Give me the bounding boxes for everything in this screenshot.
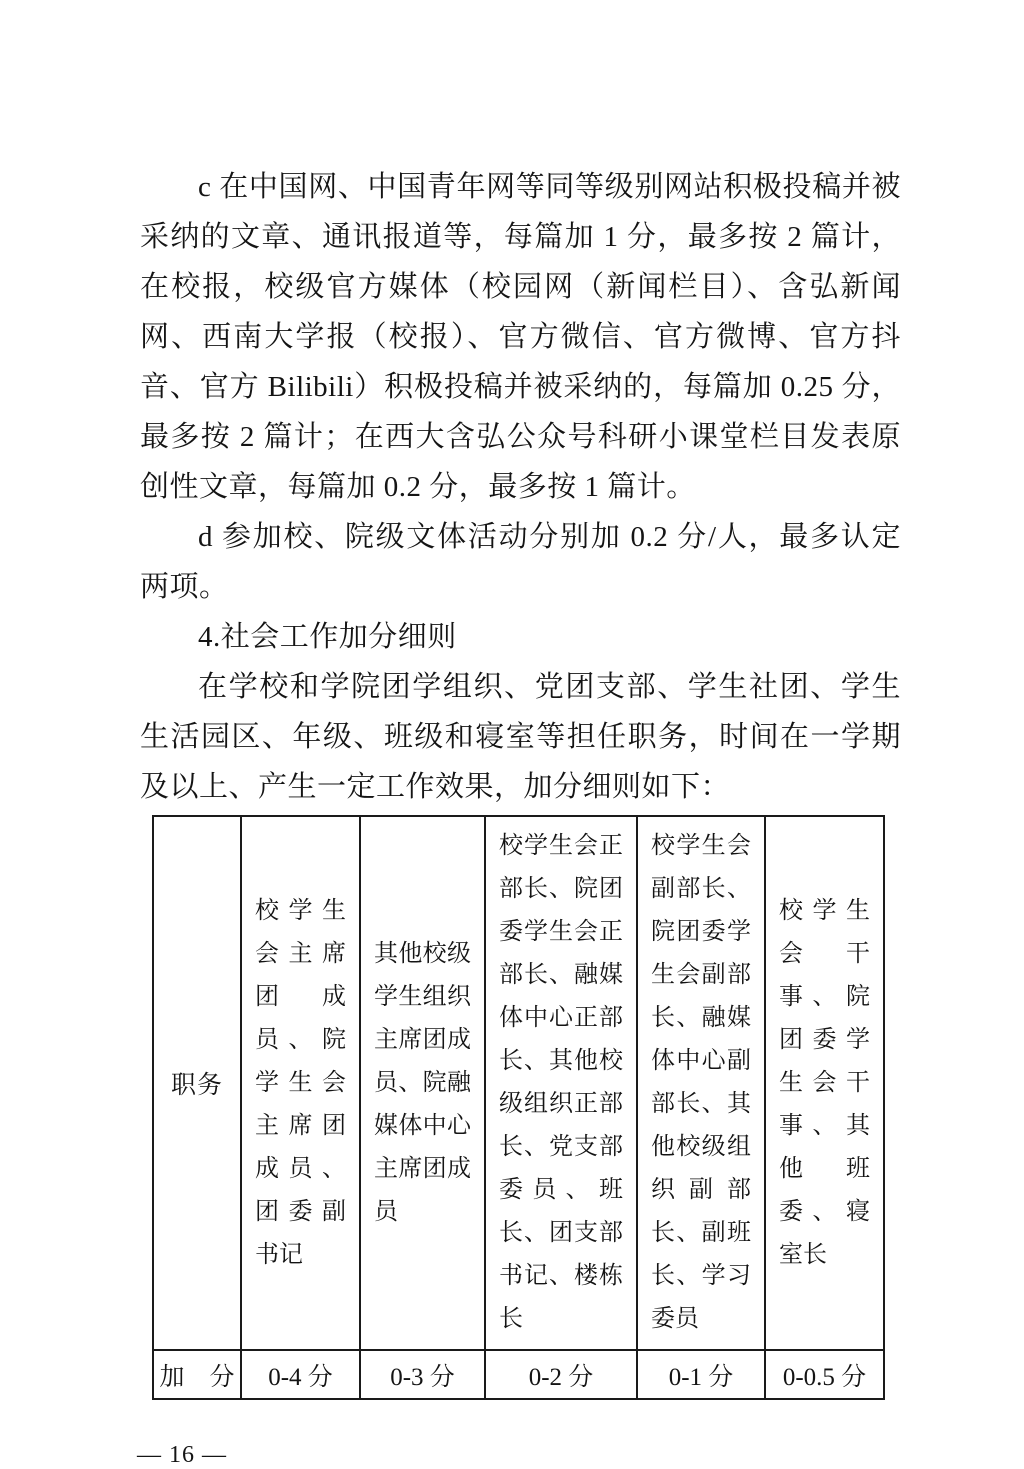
- position-cell-1: 校学生会主席团成员、院学生会主席团成员、团委副书记: [241, 816, 360, 1350]
- score-cell-1: 0-4 分: [241, 1350, 360, 1399]
- table-row-score: [153, 1350, 884, 1399]
- table-row-position: [153, 816, 884, 1350]
- position-cell-4: 校学生会副部长、院团委学生会副部长、融媒体中心副部长、其他校级组织副部长、副班长、学习委员: [637, 816, 765, 1350]
- position-cell-2: 其他校级学生组织主席团成员、院融媒体中心主席团成员: [360, 816, 485, 1350]
- page-number: — 16 —: [137, 1442, 227, 1468]
- score-cell-3: 0-2 分: [485, 1350, 637, 1399]
- body-text-block: [140, 162, 901, 812]
- section-4-heading: 4.社会工作加分细则: [198, 621, 457, 653]
- score-cell-4: 0-1 分: [637, 1350, 765, 1399]
- score-cell-2: 0-3 分: [360, 1350, 485, 1399]
- social-work-score-table: [152, 815, 885, 1400]
- paragraph-item-c: c 在中国网、中国青年网等同等级别网站积极投稿并被采纳的文章、通讯报道等，每篇加 1 分，最多按 2 篇计，在校报，校级官方媒体（校园网（新闻栏目）、含弘新闻网、西南大学报（校报）、官方微信、官方微博、官方抖音、官方 Bilibili）积极投稿并被采纳的，每篇加 0.25 分，最多按 2 篇计；在西大含弘公众号科研小课堂栏目发表原创性文章，每篇加 0.2 分，最多按 1 篇计。: [140, 171, 901, 503]
- score-cell-5: 0-0.5 分: [765, 1350, 884, 1399]
- position-row-header: 职务: [153, 816, 241, 1350]
- paragraph-item-d: d 参加校、院级文体活动分别加 0.2 分/人，最多认定两项。: [140, 521, 901, 603]
- position-cell-5: 校学生会干事、院团委学生会干事、其他班委、寝室长: [765, 816, 884, 1350]
- section-4-intro: 在学校和学院团学组织、党团支部、学生社团、学生生活园区、年级、班级和寝室等担任职务，时间在一学期及以上、产生一定工作效果，加分细则如下：: [140, 671, 901, 803]
- score-row-header: 加 分: [153, 1350, 241, 1399]
- position-cell-3: 校学生会正部长、院团委学生会正部长、融媒体中心正部长、其他校级组织正部长、党支部委员、班长、团支部书记、楼栋长: [485, 816, 637, 1350]
